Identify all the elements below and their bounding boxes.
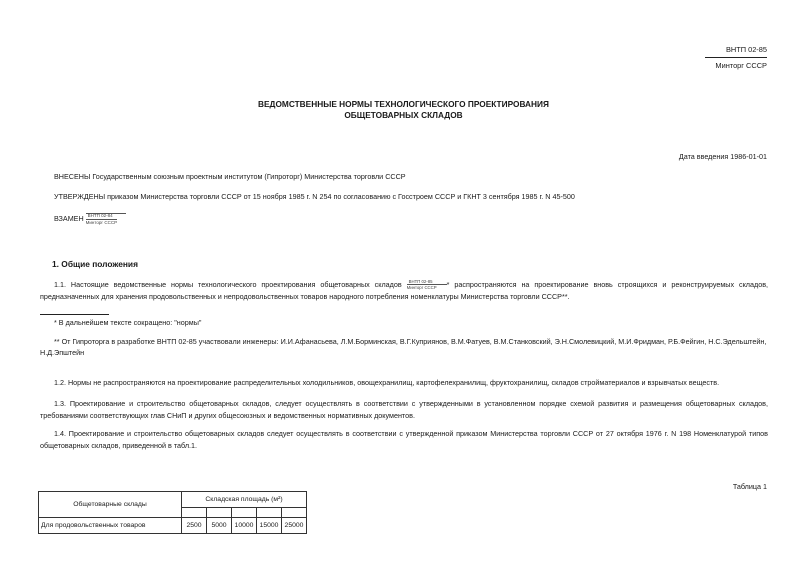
inline-stamp-code: ВНТП 02-85 [408, 280, 433, 285]
paragraph-1-4 [40, 428, 768, 451]
table-row [39, 518, 307, 534]
approved-by: УТВЕРЖДЕНЫ приказом Министерства торговли СССР от 15 ноября 1985 г. N 254 по согласованию с Госстроем СССР и ГКНТ 3 сентября 1985 г. N 45-500 [54, 192, 575, 201]
table-label: Таблица 1 [732, 482, 767, 491]
section-heading: 1. Общие положения [52, 259, 138, 269]
replaced-stamp-code: ВНТП 02-84 [87, 213, 113, 218]
replaces [54, 213, 126, 225]
p13-text: 1.3. Проектирование и строительство общетоварных складов, следует осуществлять в соответствии с утвержденными в установленном порядке схемой развития и размещения общетоварных складов, требованиями соответствующих глав СНиП и других общесоюзных и ведомственных нормативных документов. [40, 399, 768, 420]
replaces-label: ВЗАМЕН [54, 213, 84, 223]
code-divider [705, 57, 767, 58]
title-line-1: ВЕДОМСТВЕННЫЕ НОРМЫ ТЕХНОЛОГИЧЕСКОГО ПРОЕКТИРОВАНИЯ [258, 99, 549, 109]
table-cell: 2500 [182, 518, 207, 534]
p11-text-start: 1.1. Настоящие ведомственные нормы технологического проектирования общетоварных складов [54, 280, 402, 289]
p14-text: 1.4. Проектирование и строительство общетоварных складов следует осуществлять в соответствии с утвержденной приказом Министерства торговли СССР от 27 октября 1976 г. N 198 Номенклатурой типов общетоварных складов, приведенной в табл.1. [40, 429, 768, 450]
title-line-2: ОБЩЕТОВАРНЫХ СКЛАДОВ [344, 109, 463, 120]
table-cell: 25000 [282, 518, 307, 534]
column-header-warehouses: Общетоварные склады [39, 492, 182, 518]
warehouse-area-table [38, 491, 307, 534]
replaced-stamp-ministry: Минторг СССР [85, 220, 118, 225]
footnote-1: * В дальнейшем тексте сокращено: "нормы" [54, 318, 202, 327]
footnote-2-text: ** От Гипроторга в разработке ВНТП 02-85 участвовали инженеры: И.И.Афанасьева, Л.М.Борминская, В.Г.Куприянов, В.М.Фатуев, В.М.Станковский, Э.Н.Смолевицкий, М.И.Фридман, Р.Б.Фейгин, Н.С.Эдельштейн, Н.Д.Эпштейн [40, 337, 767, 358]
footnote-2 [40, 336, 768, 358]
footnote-divider [40, 314, 109, 315]
subheader-cell [282, 508, 307, 518]
paragraph-1-3 [40, 398, 768, 421]
paragraph-1-1 [40, 279, 768, 302]
row-label: Для продовольственных товаров [39, 518, 182, 534]
p12-text: 1.2. Нормы не распространяются на проектирование распределительных холодильников, овощехранилищ, картофелехранилищ, фруктохранилищ, складов стройматериалов и взрывчатых веществ. [54, 378, 720, 387]
subheader-cell [257, 508, 282, 518]
inline-stamp-ministry: Минторг СССР [407, 284, 447, 290]
subheader-cell [232, 508, 257, 518]
table-cell: 15000 [257, 518, 282, 534]
table-header-row [39, 492, 307, 508]
document-code: ВНТП 02-85 [725, 45, 767, 54]
subheader-cell [207, 508, 232, 518]
table-cell: 10000 [232, 518, 257, 534]
effective-date: Дата введения 1986-01-01 [678, 152, 767, 161]
column-header-area: Складская площадь (м²) [182, 492, 307, 508]
document-code-block [697, 45, 767, 71]
subheader-cell [182, 508, 207, 518]
table-cell: 5000 [207, 518, 232, 534]
document-title [0, 99, 807, 121]
submitted-by: ВНЕСЕНЫ Государственным союзным проектным институтом (Гипроторг) Министерства торговли СССР [54, 172, 406, 181]
paragraph-1-2 [40, 377, 768, 389]
ministry-name: Минторг СССР [715, 60, 767, 70]
p11-text-end: * распространяются на проектирование вновь строящихся и реконструируемых складов, предназначенных для хранения продовольственных и непродовольственных товаров народного потребления номенклатуры Министерства торговли СССР**. [40, 280, 769, 301]
inline-document-stamp [407, 280, 447, 290]
replaced-document-stamp [86, 213, 126, 225]
